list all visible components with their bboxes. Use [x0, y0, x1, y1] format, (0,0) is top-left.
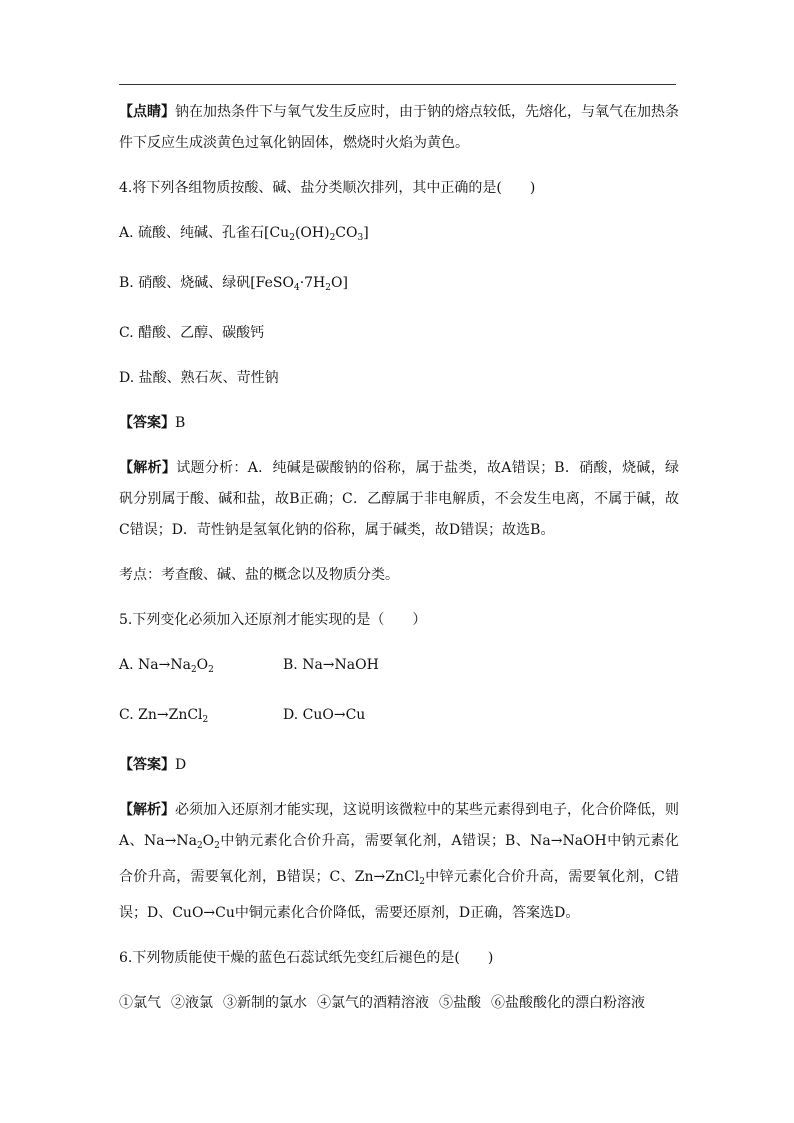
q5-answer: 【答案】D [119, 757, 187, 773]
q4-kaodian: 考点：考查酸、碱、盐的概念以及物质分类。 [119, 567, 399, 583]
q5-options-row-2 [119, 700, 679, 736]
q6-item: ②液氯 [171, 995, 213, 1011]
header-rule [119, 84, 676, 85]
q5-option-d: D. CuO→Cu [283, 707, 366, 723]
q5-analysis: 【解析】必须加入还原剂才能实现，这说明该微粒中的某些元素得到电子，化合价降低，则A、$Na\to Na_2O_2$中钠元素化合价升高，需要氧化剂，A错误；B、Na→NaOH中钠元素化合价升高，需要氧化剂，B错误；C、Zn→ZnCl$_2$中锌元素化合价升高，需要氧化剂，C错误；D、CuO→Cu中铜元素化合价降低，需要还原剂，D正确，答案选D。 [119, 802, 679, 921]
dianjing-paragraph [119, 97, 679, 159]
q4-answer: 【答案】B [119, 415, 186, 431]
q6-item: ⑥盐酸酸化的漂白粉溶液 [491, 995, 645, 1011]
q5-options-row-1 [119, 650, 679, 686]
q5-option-a: A. $Na\to Na_2O_2$ [119, 657, 214, 675]
q5-option-c: C. Zn→ZnCl$_2$ [119, 707, 209, 725]
q4-option-a: A. 硫酸、纯碱、孔雀石$[Cu_2(OH)_2CO_3]$ [119, 225, 369, 243]
q5-stem: 5.下列变化必须加入还原剂才能实现的是（ ） [119, 612, 427, 628]
q6-item: ③新制的氯水 [223, 995, 307, 1011]
q6-item: ⑤盐酸 [439, 995, 481, 1011]
q4-option-c: C. 醋酸、乙醇、碳酸钙 [119, 325, 265, 341]
q6-item: ④氯气的酒精溶液 [317, 995, 429, 1011]
q4-analysis: 【解析】试题分析：A．纯碱是碳酸钠的俗称，属于盐类，故A错误；B．硝酸，烧碱，绿矾分别属于酸、碱和盐，故B正确；C．乙醇属于非电解质，不会发生电离，不属于碱，故C错误；D．苛性钠是氢氧化钠的俗称，属于碱类，故D错误；故选B。 [119, 460, 680, 538]
q6-stem: 6.下列物质能使干燥的蓝色石蕊试纸先变红后褪色的是( ) [119, 950, 494, 966]
dianjing-text: 钠在加热条件下与氧气发生反应时，由于钠的熔点较低，先熔化，与氧气在加热条件下反应生成淡黄色过氧化钠固体，燃烧时火焰为黄色。 [119, 104, 679, 151]
q6-items [119, 988, 679, 1019]
dianjing-tag: 【点睛】 [119, 104, 175, 120]
q4-stem: 4.将下列各组物质按酸、碱、盐分类顺次排列，其中正确的是( ) [119, 180, 536, 196]
document-content [119, 97, 679, 1033]
q4-option-b: B. 硝酸、烧碱、绿矾$[FeSO_4\cdot 7H_2O]$ [119, 275, 348, 293]
q6-item: ①氯气 [119, 995, 161, 1011]
q5-option-b: B. Na→NaOH [283, 657, 379, 673]
q4-option-d: D. 盐酸、熟石灰、苛性钠 [119, 370, 279, 386]
